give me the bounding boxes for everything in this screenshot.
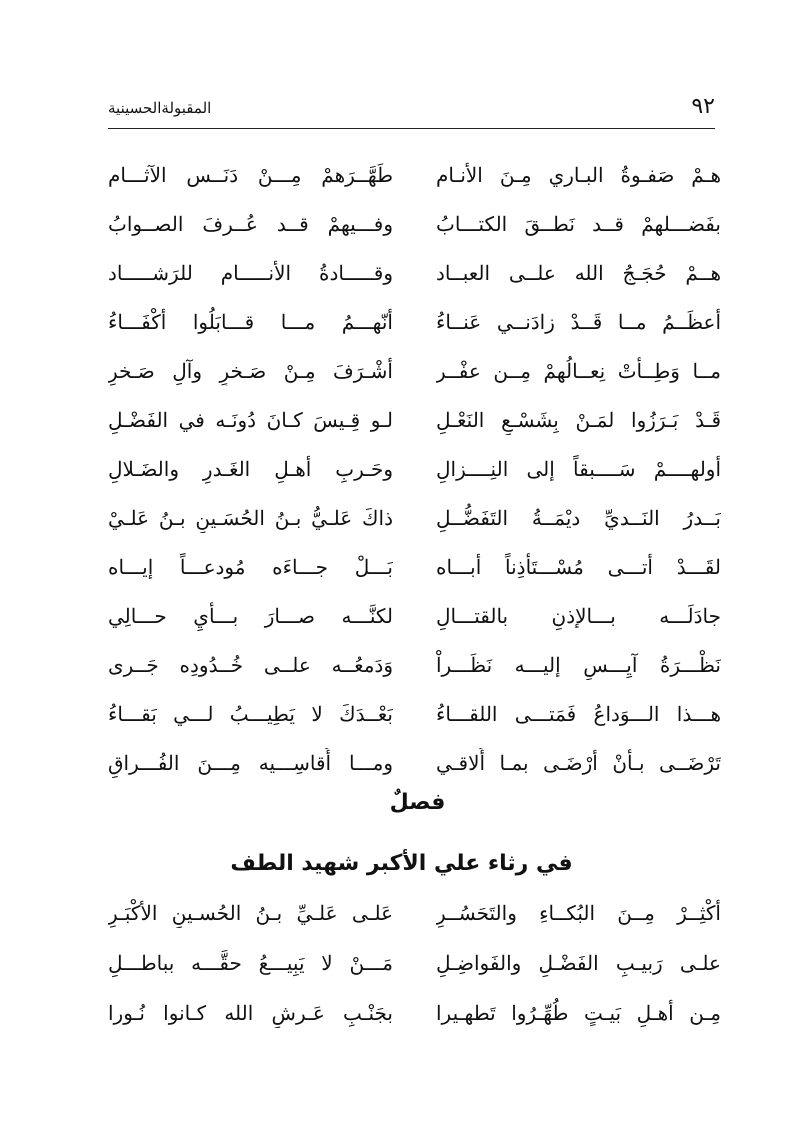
verse-first-hemistich: مــا وَطِــأتْ نِعــالُهمْ مِــن عفْــر	[436, 358, 721, 383]
verse-row	[108, 640, 721, 689]
verse-row	[108, 248, 721, 297]
verse-second-hemistich: عَلـى عَلـيِّ بـنُ الحُسـينِ الأكْبَـرِ	[108, 901, 393, 925]
verse-second-hemistich: أنّهـــمُ مـــا قـــابَلُوا أكْفَـــاءُ	[108, 309, 393, 334]
verse-second-hemistich: وفـــيهمْ قــد عُــرفَ الصــوابُ	[108, 211, 393, 236]
verse-first-hemistich: جادَلَـــه بـــالإذنِ بالقتـــالِ	[436, 603, 721, 628]
verse-second-hemistich: أشْـرَفَ مِـنْ صَـخرٍ وآلِ صَـخرِ	[108, 358, 393, 383]
page-header	[108, 92, 715, 129]
verse-row	[108, 346, 721, 395]
verse-row	[108, 738, 721, 787]
verse-first-hemistich: هــمْ حُجَـجُ الله علــى العبــاد	[436, 260, 721, 285]
verse-second-hemistich: طَهَّــرَهمْ مِـــنْ دَنَــس الآثـــام	[108, 162, 393, 187]
verse-row	[108, 591, 721, 640]
verse-second-hemistich: وَدَمعُــه علــى خُــدُودِه جَــرى	[108, 652, 393, 677]
verse-first-hemistich: هـمْ صَفـوةُ البـاري مِـنَ الأنـام	[436, 162, 721, 187]
verse-first-hemistich: هـــذا الـــوَداعُ فَمَتـــى اللقـــاءُ	[436, 701, 721, 726]
verse-first-hemistich: نَظْـــرَةُ آيِـــسٍ إليـــه نَظَـــراْ	[436, 652, 721, 677]
verse-second-hemistich: بَعْــدَكَ لا يَطِيـــبُ لـــي بَقـــاءُ	[108, 701, 393, 726]
section-heading: فصلٌ	[389, 790, 446, 815]
verse-row	[108, 542, 721, 591]
verse-second-hemistich: وقـــــادةُ الأنـــــام للرَشـــــاد	[108, 260, 393, 285]
verse-row	[108, 199, 721, 248]
verse-row	[108, 888, 721, 938]
poem-block-1	[108, 150, 721, 787]
running-title: المقبولةالحسينية	[108, 99, 212, 117]
verse-row	[108, 395, 721, 444]
verse-first-hemistich: بفَضـــلهمْ قــد نَطــقَ الكتـــابُ	[436, 211, 721, 236]
verse-second-hemistich: لـو قِـيسَ كـانَ دُونَـه في الفَضْـلِ	[108, 407, 393, 432]
verse-first-hemistich: لقَـــدْ أتـــى مُسْـــتَأذِناً أبـــاه	[436, 554, 721, 579]
verse-second-hemistich: وحَـربِ أهـلِ الغَـدرِ والضَـلالِ	[108, 456, 393, 481]
verse-second-hemistich: مَـــنْ لا يَبِيـــعُ حقَّـــه بباطـــلِ	[108, 951, 393, 975]
verse-second-hemistich: ومـــا أُقاسِـــيه مِـــنَ الفُـــراقِ	[108, 750, 393, 775]
verse-second-hemistich: لكنَّـــه صـــارَ بـــأيِ حـــالِي	[108, 603, 393, 628]
verse-first-hemistich: بَــدرُ النَــديِّ ديْمَــةُ التَفَضُّــلِ	[436, 505, 721, 530]
verse-first-hemistich: أولهــــمْ سَــــبقاً إلى النِــــزالِ	[436, 456, 721, 481]
verse-row	[108, 150, 721, 199]
verse-first-hemistich: علـى رَبيـبِ الفَضْـلِ والفَواضِـلِ	[436, 951, 721, 975]
verse-row	[108, 493, 721, 542]
verse-row	[108, 938, 721, 988]
verse-first-hemistich: أعظَــمُ مــا قَــدْ زادَنــي عَنــاءُ	[436, 309, 721, 334]
verse-second-hemistich: بجَنْـبِ عَـرشِ الله كـانوا نُـورا	[108, 1001, 393, 1025]
verse-row	[108, 297, 721, 346]
poem-block-2	[108, 888, 721, 1038]
verse-row	[108, 988, 721, 1038]
page-number: ٩٢	[691, 94, 715, 119]
verse-row	[108, 444, 721, 493]
verse-row	[108, 689, 721, 738]
verse-first-hemistich: مِـن أهـلِ بَيـتٍ طُهِّـرُوا تَطهـيرا	[436, 1001, 721, 1025]
verse-first-hemistich: أكْثِــرْ مِــنَ البُكــاءِ والتَحَسُــرِ	[436, 901, 721, 925]
verse-second-hemistich: ذاكَ عَلـيُّ بـنُ الحُسَـينِ بـنُ عَلـيْ	[108, 505, 393, 530]
verse-second-hemistich: بَـــلْ جـــاءَه مُودعـــاً إيـــاه	[108, 554, 393, 579]
verse-first-hemistich: قَـدْ بَـرَزُوا لمَـنْ بِشَسْـعِ النَعْـلِ	[436, 407, 721, 432]
section-subtitle: في رثاء علي الأكبر شهيد الطف	[230, 851, 573, 876]
verse-first-hemistich: تَرْضَــى بـأنْ أرْضَـى بمـا أُلاقـي	[436, 750, 721, 775]
